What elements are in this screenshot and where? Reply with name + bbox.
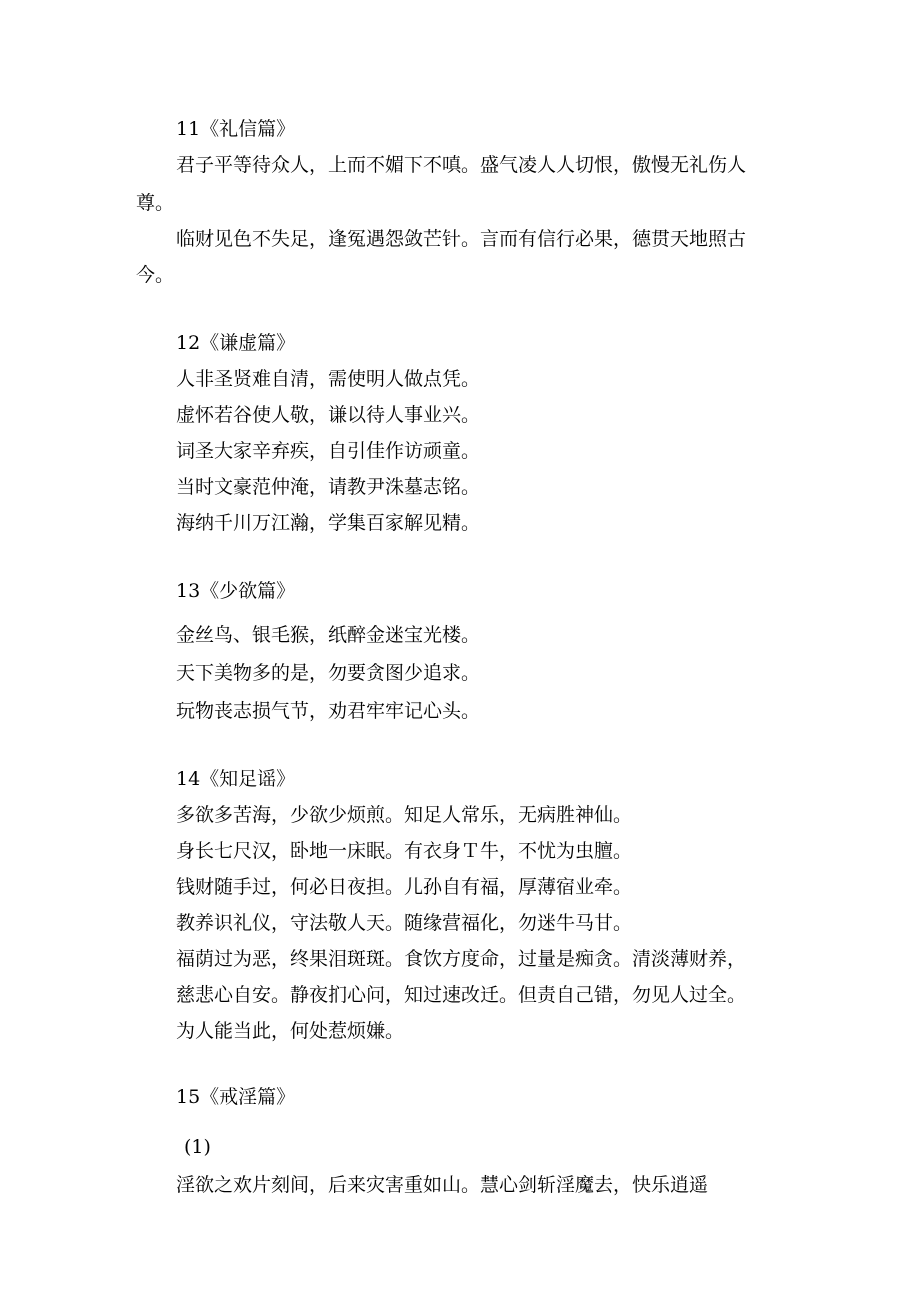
text-line: 金丝鸟、银毛猴，纸醉金迷宝光楼。: [176, 624, 481, 646]
text-line: 临财见色不失足，逢冤遇怨敛芒针。言而有信行必果，德贯天地照古: [176, 228, 747, 250]
text-line: 身长七尺汉，卧地一床眠。有衣身Ｔ牛，不忧为虫膻。: [176, 840, 633, 862]
section-title: 11《礼信篇》: [176, 118, 296, 140]
text-line: 淫欲之欢片刻间，后来灾害重如山。慧心剑斩淫魔去，快乐逍遥: [176, 1174, 709, 1196]
text-line: 当时文豪范仲淹，请教尹洙墓志铭。: [176, 476, 481, 498]
text-line: 福荫过为恶，终果泪斑斑。食饮方度命，过量是痴贪。清淡薄财养，: [176, 948, 747, 970]
text-line: 人非圣贤难自清，需使明人做点凭。: [176, 368, 481, 390]
text-line: 词圣大家辛弃疾，自引佳作访顽童。: [176, 440, 481, 462]
section-title: 12《谦虚篇》: [176, 332, 296, 354]
subsection-number: (1): [184, 1136, 211, 1158]
text-line: 天下美物多的是，勿要贪图少追求。: [176, 662, 481, 684]
text-line: 钱财随手过，何必日夜担。儿孙自有福，厚薄宿业牵。: [176, 876, 633, 898]
text-line: 为人能当此，何处惹烦嫌。: [176, 1020, 405, 1042]
text-line: 今。: [136, 264, 175, 286]
text-line: 多欲多苦海，少欲少烦煎。知足人常乐，无病胜神仙。: [176, 804, 633, 826]
text-line: 教养识礼仪，守法敬人天。随缘营福化，勿迷牛马甘。: [176, 912, 633, 934]
text-line: 尊。: [136, 192, 175, 214]
section-title: 14《知足谣》: [176, 768, 296, 790]
text-line: 君子平等待众人，上而不媚下不嗔。盛气凌人人切恨，傲慢无礼伤人: [176, 154, 747, 176]
text-line: 海纳千川万江瀚，学集百家解见精。: [176, 512, 481, 534]
section-title: 13《少欲篇》: [176, 580, 296, 602]
text-line: 玩物丧志损气节，劝君牢牢记心头。: [176, 700, 481, 722]
text-line: 慈悲心自安。静夜扪心问，知过速改迁。但责自己错，勿见人过全。: [176, 984, 747, 1006]
text-line: 虚怀若谷使人敬，谦以待人事业兴。: [176, 404, 481, 426]
section-title: 15《戒淫篇》: [176, 1086, 296, 1108]
